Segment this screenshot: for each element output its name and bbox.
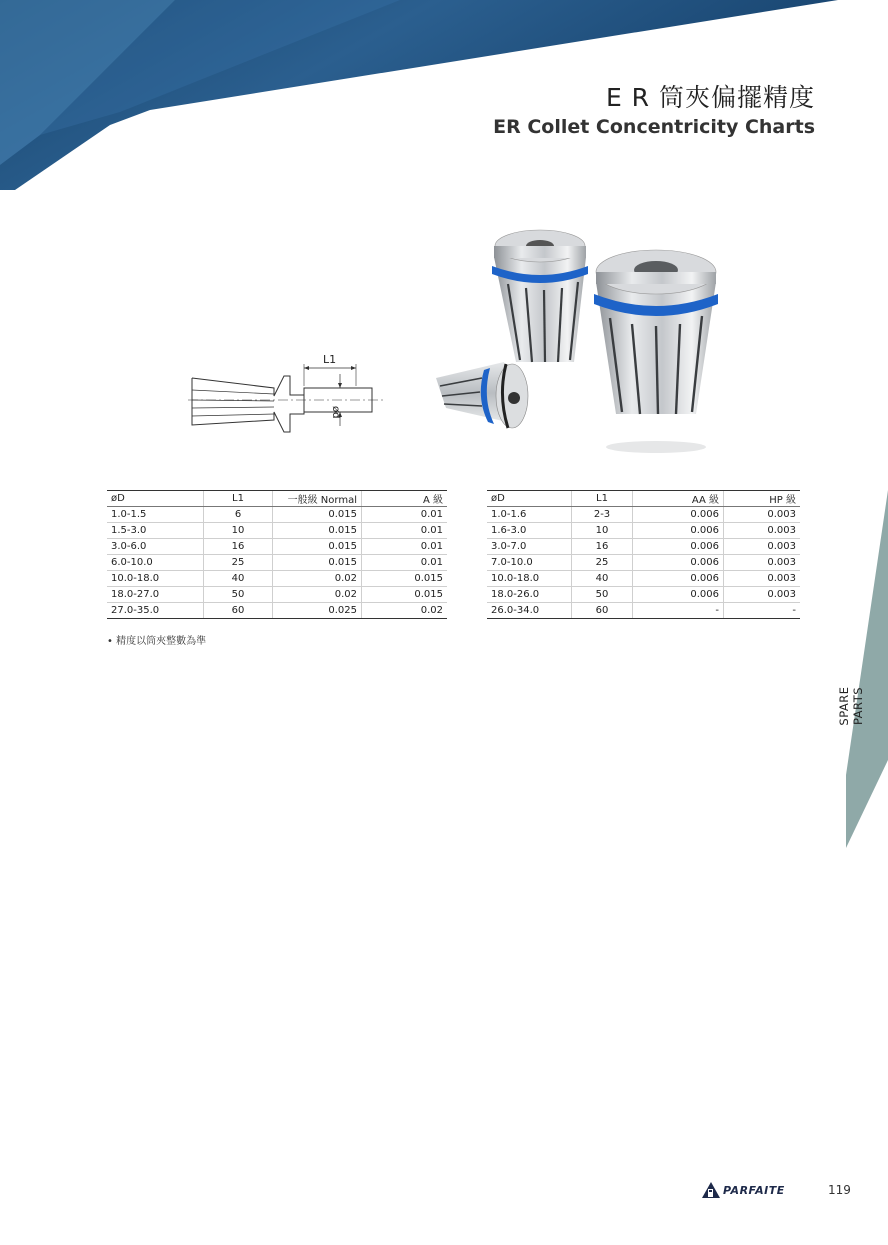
cell-l1: 50 bbox=[572, 587, 633, 603]
precision-note: • 精度以筒夾整數為準 bbox=[107, 636, 207, 647]
table-row bbox=[107, 523, 447, 539]
cell-aa-grade: 0.006 bbox=[633, 555, 724, 571]
cell-l1: 50 bbox=[204, 587, 273, 603]
cell-aa-grade: - bbox=[633, 603, 724, 619]
cell-diameter: 3.0-6.0 bbox=[107, 539, 204, 555]
cell-l1: 10 bbox=[572, 523, 633, 539]
cell-a-grade: 0.02 bbox=[362, 603, 448, 619]
length-l1-label: L1 bbox=[323, 353, 337, 366]
cell-l1: 16 bbox=[204, 539, 273, 555]
cell-diameter: 10.0-18.0 bbox=[107, 571, 204, 587]
cell-diameter: 18.0-26.0 bbox=[487, 587, 572, 603]
collet-dimension-diagram bbox=[188, 350, 388, 435]
column-header-l1: L1 bbox=[572, 491, 633, 507]
cell-normal: 0.015 bbox=[273, 555, 362, 571]
cell-a-grade: 0.01 bbox=[362, 507, 448, 523]
cell-diameter: 18.0-27.0 bbox=[107, 587, 204, 603]
cell-diameter: 7.0-10.0 bbox=[487, 555, 572, 571]
cell-l1: 2-3 bbox=[572, 507, 633, 523]
collet-photo-large bbox=[594, 250, 718, 453]
collet-photo-medium bbox=[492, 230, 588, 362]
cell-diameter: 6.0-10.0 bbox=[107, 555, 204, 571]
cell-diameter: 26.0-34.0 bbox=[487, 603, 572, 619]
column-header-diameter: øD bbox=[107, 491, 204, 507]
concentricity-table-normal bbox=[107, 490, 447, 619]
page-title-english: ER Collet Concentricity Charts bbox=[493, 116, 815, 138]
cell-hp-grade: 0.003 bbox=[724, 555, 801, 571]
cell-l1: 25 bbox=[204, 555, 273, 571]
table-row bbox=[487, 507, 800, 523]
cell-a-grade: 0.015 bbox=[362, 587, 448, 603]
side-tab-label: SPARE PARTS bbox=[837, 686, 865, 726]
diameter-label: ød bbox=[330, 406, 341, 419]
table-header-row bbox=[107, 491, 447, 507]
table-row bbox=[107, 571, 447, 587]
cell-hp-grade: 0.003 bbox=[724, 539, 801, 555]
cell-aa-grade: 0.006 bbox=[633, 507, 724, 523]
table-row bbox=[107, 555, 447, 571]
cell-l1: 60 bbox=[572, 603, 633, 619]
cell-normal: 0.025 bbox=[273, 603, 362, 619]
cell-diameter: 10.0-18.0 bbox=[487, 571, 572, 587]
cell-a-grade: 0.01 bbox=[362, 555, 448, 571]
table-row bbox=[487, 539, 800, 555]
collet-photo-small bbox=[436, 362, 528, 428]
page-number: 119 bbox=[828, 1183, 851, 1197]
cell-l1: 40 bbox=[572, 571, 633, 587]
page-title-chinese: E R 筒夾偏擺精度 bbox=[605, 83, 815, 112]
cell-hp-grade: - bbox=[724, 603, 801, 619]
table-row bbox=[487, 571, 800, 587]
cell-aa-grade: 0.006 bbox=[633, 587, 724, 603]
cell-l1: 25 bbox=[572, 555, 633, 571]
column-header-l1: L1 bbox=[204, 491, 273, 507]
cell-normal: 0.02 bbox=[273, 587, 362, 603]
cell-aa-grade: 0.006 bbox=[633, 571, 724, 587]
cell-normal: 0.015 bbox=[273, 507, 362, 523]
cell-l1: 60 bbox=[204, 603, 273, 619]
column-header-normal: 一般級 Normal bbox=[273, 491, 362, 507]
cell-hp-grade: 0.003 bbox=[724, 507, 801, 523]
table-row bbox=[487, 555, 800, 571]
cell-normal: 0.02 bbox=[273, 571, 362, 587]
column-header-hp-grade: HP 級 bbox=[724, 491, 801, 507]
cell-diameter: 27.0-35.0 bbox=[107, 603, 204, 619]
column-header-a-grade: A 級 bbox=[362, 491, 448, 507]
cell-normal: 0.015 bbox=[273, 523, 362, 539]
cell-a-grade: 0.01 bbox=[362, 523, 448, 539]
column-header-diameter: øD bbox=[487, 491, 572, 507]
cell-a-grade: 0.015 bbox=[362, 571, 448, 587]
cell-aa-grade: 0.006 bbox=[633, 523, 724, 539]
table-row bbox=[487, 523, 800, 539]
table-row bbox=[487, 603, 800, 619]
cell-l1: 16 bbox=[572, 539, 633, 555]
table-row bbox=[107, 603, 447, 619]
brand-name: PARFAITE bbox=[723, 1183, 785, 1197]
cell-hp-grade: 0.003 bbox=[724, 587, 801, 603]
cell-l1: 10 bbox=[204, 523, 273, 539]
table-row bbox=[107, 507, 447, 523]
concentricity-table-precision bbox=[487, 490, 800, 619]
cell-l1: 6 bbox=[204, 507, 273, 523]
cell-diameter: 1.6-3.0 bbox=[487, 523, 572, 539]
cell-normal: 0.015 bbox=[273, 539, 362, 555]
cell-hp-grade: 0.003 bbox=[724, 571, 801, 587]
cell-diameter: 1.5-3.0 bbox=[107, 523, 204, 539]
table-row bbox=[107, 539, 447, 555]
table-header-row bbox=[487, 491, 800, 507]
cell-hp-grade: 0.003 bbox=[724, 523, 801, 539]
cell-diameter: 1.0-1.5 bbox=[107, 507, 204, 523]
collet-product-photos bbox=[420, 222, 720, 462]
cell-a-grade: 0.01 bbox=[362, 539, 448, 555]
cell-diameter: 1.0-1.6 bbox=[487, 507, 572, 523]
parfaite-logo-icon bbox=[702, 1182, 720, 1198]
cell-aa-grade: 0.006 bbox=[633, 539, 724, 555]
cell-diameter: 3.0-7.0 bbox=[487, 539, 572, 555]
brand-logo bbox=[702, 1182, 785, 1198]
cell-l1: 40 bbox=[204, 571, 273, 587]
column-header-aa-grade: AA 級 bbox=[633, 491, 724, 507]
table-row bbox=[487, 587, 800, 603]
table-row bbox=[107, 587, 447, 603]
